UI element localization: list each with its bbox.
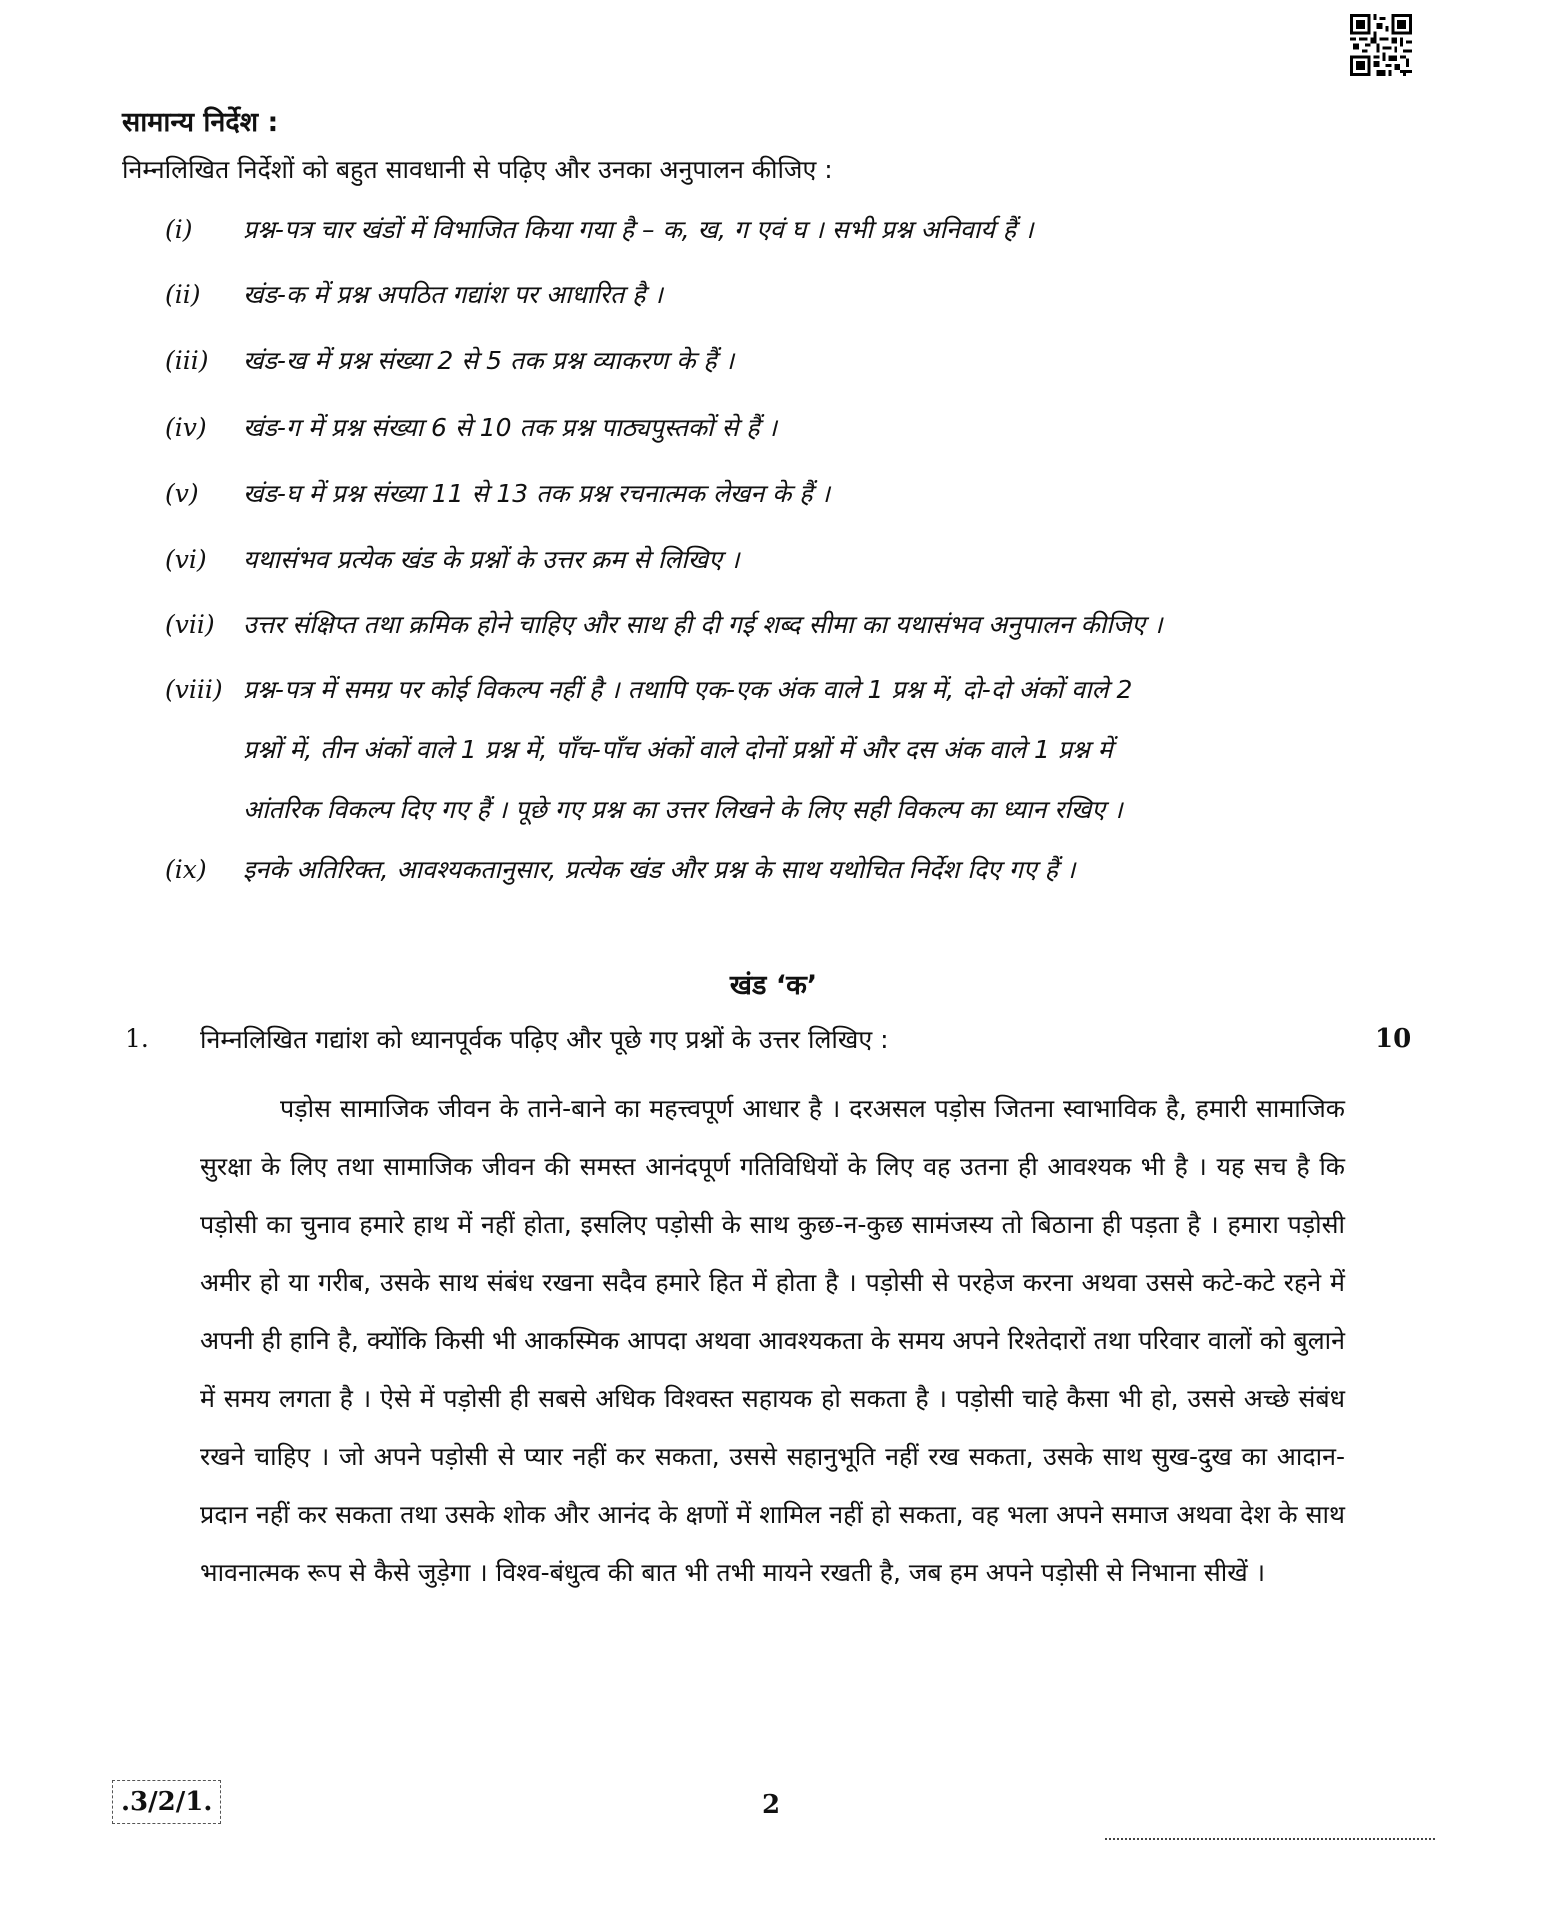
instruction-text: खंड-घ में प्रश्न संख्या 11 से 13 तक प्रश्न रचनात्मक लेखन के हैं । — [243, 479, 831, 508]
instruction-item-continued: आंतरिक विकल्प दिए गए हैं । पूछे गए प्रश्न का उत्तर लिखने के लिए सही विकल्प का ध्यान रखिए । — [243, 795, 1123, 824]
instruction-number: (viii) — [165, 675, 223, 704]
question-number: 1. — [125, 1024, 149, 1053]
footer-divider — [1105, 1838, 1435, 1843]
instruction-text: खंड-ख में प्रश्न संख्या 2 से 5 तक प्रश्न व्याकरण के हैं । — [243, 346, 735, 375]
page-number: 2 — [762, 1790, 781, 1820]
instruction-number: (ii) — [165, 280, 201, 309]
instruction-text: प्रश्न-पत्र चार खंडों में विभाजित किया गया है – क, ख, ग एवं घ । सभी प्रश्न अनिवार्य हैं । — [243, 215, 1034, 244]
instruction-number: (iv) — [165, 413, 207, 442]
paper-code: .3/2/1. — [112, 1780, 221, 1824]
instruction-item — [165, 343, 734, 377]
passage: पड़ोस सामाजिक जीवन के ताने-बाने का महत्त्वपूर्ण आधार है । दरअसल पड़ोस जितना स्वाभाविक है, हमारी सामाजिक सुरक्षा के लिए तथा सामाजिक जीवन की समस्त आनंदपूर्ण गतिविधियों के लिए वह उतना ही आवश्यक भी है । यह सच है कि पड़ोसी का चुनाव हमारे हाथ में नहीं होता, इसलिए पड़ोसी के साथ कुछ-न-कुछ सामंजस्य तो बिठाना ही पड़ता है । हमारा पड़ोसी अमीर हो या गरीब, उसके साथ संबंध रखना सदैव हमारे हित में होता है । पड़ोसी से परहेज करना अथवा उससे कटे-कटे रहने में अपनी ही हानि है, क्योंकि किसी भी आकस्मिक आपदा अथवा आवश्यकता के समय अपने रिश्तेदारों तथा परिवार वालों को बुलाने में समय लगता है । ऐसे में पड़ोसी ही सबसे अधिक विश्वस्त सहायक हो सकता है । पड़ोसी चाहे कैसा भी हो, उससे अच्छे संबंध रखने चाहिए । जो अपने पड़ोसी से प्यार नहीं कर सकता, उससे सहानुभूति नहीं रख सकता, उसके साथ सुख-दुख का आदान-प्रदान नहीं कर सकता तथा उसके शोक और आनंद के क्षणों में शामिल नहीं हो सकता, वह भला अपने समाज अथवा देश के साथ भावनात्मक रूप से कैसे जुड़ेगा । विश्व-बंधुत्व की बात भी तभी मायने रखती है, जब हम अपने पड़ोसी से निभाना सीखें । — [200, 1094, 1345, 1587]
instruction-text: खंड-क में प्रश्न अपठित गद्यांश पर आधारित है । — [243, 280, 663, 309]
instruction-number: (vi) — [165, 545, 207, 574]
instruction-text: खंड-ग में प्रश्न संख्या 6 से 10 तक प्रश्न पाठ्यपुस्तकों से हैं । — [243, 413, 778, 442]
question-marks: 10 — [1375, 1024, 1412, 1054]
instruction-item — [165, 212, 1033, 246]
instruction-number: (v) — [165, 479, 199, 508]
instruction-text: उत्तर संक्षिप्त तथा क्रमिक होने चाहिए और साथ ही दी गई शब्द सीमा का यथासंभव अनुपालन कीजिए । — [243, 610, 1163, 639]
instruction-text-line1: प्रश्न-पत्र में समग्र पर कोई विकल्प नहीं है । तथापि एक-एक अंक वाले 1 प्रश्न में, दो-दो अंकों वाले 2 — [243, 675, 1133, 704]
instruction-item — [165, 410, 777, 444]
instruction-item — [165, 476, 830, 510]
section-title: खंड ‘क’ — [729, 970, 818, 1001]
instruction-item — [165, 852, 1075, 886]
instruction-number: (iii) — [165, 346, 209, 375]
qr-code-icon — [1350, 14, 1412, 76]
instruction-text: इनके अतिरिक्त, आवश्यकतानुसार, प्रत्येक खंड और प्रश्न के साथ यथोचित निर्देश दिए गए हैं । — [243, 855, 1076, 884]
instruction-number: (ix) — [165, 855, 207, 884]
instruction-text: यथासंभव प्रत्येक खंड के प्रश्नों के उत्तर क्रम से लिखिए । — [243, 545, 740, 574]
question-text: निम्नलिखित गद्यांश को ध्यानपूर्वक पढ़िए और पूछे गए प्रश्नों के उत्तर लिखिए : — [200, 1025, 889, 1054]
instruction-number: (vii) — [165, 610, 215, 639]
instructions-heading: सामान्य निर्देश : — [122, 107, 279, 138]
instruction-item — [165, 542, 739, 576]
instruction-item — [165, 607, 1163, 641]
instruction-number: (i) — [165, 215, 193, 244]
instruction-item-continued: प्रश्नों में, तीन अंकों वाले 1 प्रश्न में, पाँच-पाँच अंकों वाले दोनों प्रश्नों में और दस अंक वाले 1 प्रश्न में — [243, 735, 1113, 764]
instruction-item — [165, 277, 663, 311]
instruction-item — [165, 672, 1132, 706]
instructions-intro: निम्नलिखित निर्देशों को बहुत सावधानी से पढ़िए और उनका अनुपालन कीजिए : — [122, 155, 833, 184]
